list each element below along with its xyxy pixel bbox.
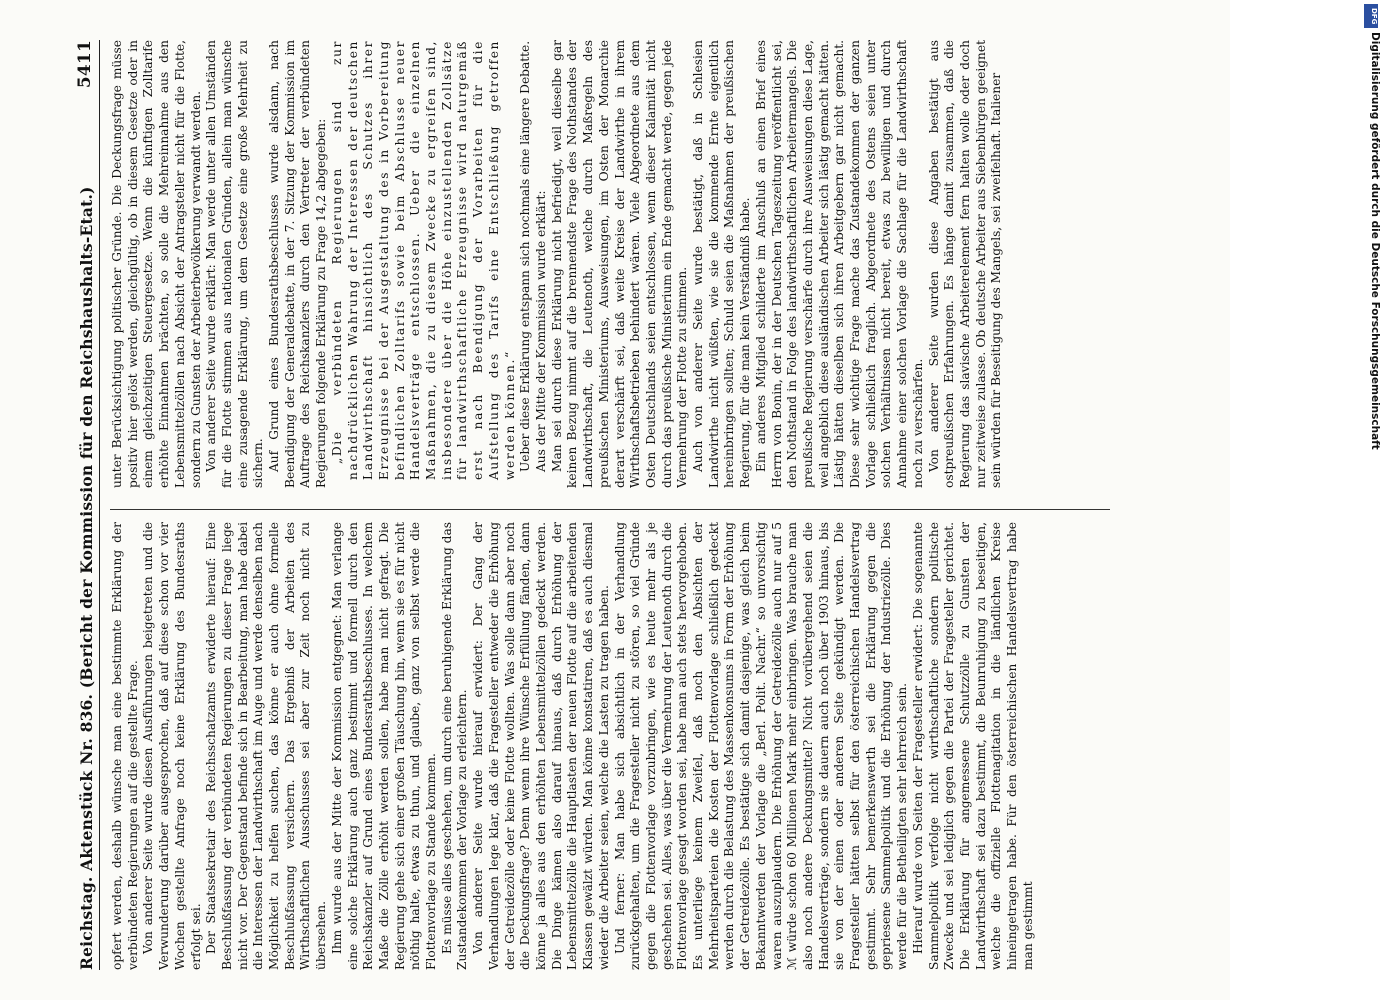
- paragraph: Von anderer Seite wurde diesen Ausführungen beigetreten und die Verwunderung darüber ausgesprochen, daß auf diese schon vor vier Wochen gestellte Anfrage noch keine Erklärung des Bundesraths erfolgt sei.: [141, 522, 203, 970]
- paragraph: Auch von anderer Seite wurde bestätigt, daß in Schlesien Landwirthe nicht wüßten, wie sie die kommende Ernte eigentlich hereinbringen sollten; Schuld seien die Maßnahmen der preußischen Regierung, für die man kein Verständniß habe.: [691, 40, 753, 488]
- paragraph: unter Berücksichtigung politischer Gründe. Die Deckungsfrage müsse positiv hier gelöst werden, gleichgültig, ob in diesem Gesetze oder in einem gleichzeitigen Steuergesetze. Wenn die künftigen Zolltarife erhöhte Einnahmen brächten, so solle die Mehreinnahme aus den Lebensmittelzöllen nach Absicht der Antragsteller nicht für die Flotte, sondern zu Gunsten der Arbeiterbevölkerung verwandt werden.: [110, 40, 203, 488]
- digitization-credit: [1363, 4, 1381, 996]
- paragraph: Hierauf wurde von Seiten der Fragesteller erwidert: Die sogenannte Sammelpolitik verfolge nicht wirthschaftliche sondern politische Zwecke und sei lediglich gegen die Partei der Fragesteller gerichtet. Die Erklärung für angemessene Schutzzölle zu Gunsten der Landwirthschaft sei dazu bestimmt, die Beunruhigung zu beseitigen, welche die offizielle Flottenagitation in die ländlichen Kreise hineingetragen habe. Für den österreichischen Handelsvertrag habe man gestimmt: [910, 522, 1035, 970]
- column-divider: [110, 509, 1110, 510]
- paragraph: Aus der Mitte der Kommission wurde erklärt:: [533, 190, 548, 472]
- paragraph: Auf Grund eines Bundesrathsbeschlusses wurde alsdann, nach Beendigung der Generaldebatte, in der 7. Sitzung der Kommission im Auftrage des Reichskanzlers durch den Vertreter der verbündeten Regierungen folgende Erklärung zu Frage 14,2 abgegeben:: [267, 40, 329, 488]
- dfg-logo: DFG: [1364, 4, 1378, 28]
- paragraph: Von anderer Seite wurden diese Angaben bestätigt aus ostpreußischen Erfahrungen. Es hänge damit zusammen, daß die Regierung das slavische Arbeiterelement fern halten wolle oder doch nur zeitweise zulasse. Ob deutsche Arbeiter aus Siebenbürgen geeignet sein würden für Beseitigung des Mangels, sei zweifelhaft. Italiener: [926, 40, 1004, 488]
- paragraph: Ein anderes Mitglied schilderte im Anschluß an einen Brief eines Herrn von Bonin, der in der Deutschen Tageszeitung veröffentlicht sei, den Nothstand in Folge des landwirthschaftlichen Arbeitermangels. Die preußische Regierung verschärfe durch ihre Ausweisungen diese Lage, weil angeblich diese ausländischen Arbeiter sich lästig gemacht hätten. Lästig hätten dieselben sich ihren Arbeitgebern gar nicht gemacht. Diese sehr wichtige Frage mache das Zustandekommen der ganzen Vorlage schließlich fraglich. Abgeordnete des Ostens seien unter solchen Verhältnissen nicht bereit, etwas zu bewilligen und durch Annahme einer solchen Vorlage die Sachlage für die Landwirthschaft noch zu verschärfen.: [753, 40, 925, 488]
- paragraph: Ueber diese Erklärung entspann sich nochmals eine längere Debatte.: [518, 40, 533, 472]
- paragraph: opfert werden, deshalb wünsche man eine bestimmte Erklärung der verbündeten Regierungen auf die gestellte Frage.: [110, 522, 140, 970]
- text-column-left: [110, 522, 1120, 970]
- paragraph: Der Staatssekretair des Reichsschatzamts erwiderte hierauf: Eine Beschlußfassung der verbündeten Regierungen zu dieser Frage liege nicht vor. Der Gegenstand befinde sich in Bearbeitung, man habe dabei die Interessen der Landwirthschaft im Auge und werde denselben nach Möglichkeit zu helfen suchen, das könne er auch ohne formelle Beschlußfassung versichern. Das Ergebniß der Arbeiten des Wirthschaftlichen Ausschusses sei aber zur Zeit noch nicht zu übersehen.: [204, 522, 329, 970]
- paragraph: Ihm wurde aus der Mitte der Kommission entgegnet: Man verlange eine solche Erklärung auch ganz bestimmt und formell durch den Reichskanzler auf Grund eines Bundesrathsbeschlusses. In welchem Maße die Zölle erhöht werden sollen, habe man nicht gefragt. Die Regierung gehe sich einer großen Täuschung hin, wenn sie es für nicht nöthig halte, etwas zu thun, und glaube, ganz von selbst werde die Flottenvorlage zu Stande kommen.: [329, 522, 439, 970]
- text-column-right: [110, 40, 1120, 488]
- running-title: Reichstag. Aktenstück Nr. 836. (Bericht der Kommission für den Reichshaushalts-Etat.): [77, 186, 96, 970]
- paragraph: Es müsse alles geschehen, um durch eine beruhigende Erklärung das Zustandekommen der Vorlage zu erleichtern.: [439, 522, 470, 970]
- paragraph: Von anderer Seite wurde erklärt: Man werde unter allen Umständen für die Flotte stimmen aus nationalen Gründen, allein man wünsche eine zusagende Erklärung, um dem Gesetze eine große Mehrheit zu sichern.: [204, 40, 266, 488]
- quoted-declaration: „Die verbündeten Regierungen sind zur nachdrücklichen Wahrung der Interessen der deutschen Landwirthschaft hinsichtlich des Schutzes ihrer Erzeugnisse bei der Ausgestaltung des in Vorbereitung befindlichen Zolltarifs sowie beim Abschlusse neuer Handelsverträge entschlossen. Ueber die einzelnen Maßnahmen, die zu diesem Zwecke zu ergreifen sind, insbesondere über die Höhe einzustellenden Zollsätze für landwirthschaftliche Erzeugnisse wird naturgemäß erst nach Beendigung der Vorarbeiten für die Aufstellung des Tarifs eine Entschließung getroffen werden können.“: [329, 40, 517, 480]
- credit-text: Digitalisierung gefördert durch die Deutsche Forschungsgemeinschaft: [1369, 32, 1381, 450]
- paragraph: Von anderer Seite wurde hierauf erwidert: Der Gang der Verhandlungen lege klar, daß die Fragesteller entweder die Erhöhung der Getreidezölle oder keine Flotte wollten. Was solle dann aber noch die Deckungsfrage? Denn wenn ihre Wünsche Erfüllung fänden, dann könne ja alles aus den erhöhten Lebensmittelzöllen gedeckt werden. Die Dinge kämen also darauf hinaus, daß durch Erhöhung der Lebensmittelzölle die Hauptlasten der neuen Flotte auf die arbeitenden Klassen gewälzt würden. Man könne konstatiren, daß es auch diesmal wieder die Arbeiter seien, welche die Lasten zu tragen haben.: [471, 522, 611, 970]
- page-header: [75, 40, 100, 970]
- page-number: 5411: [75, 40, 95, 89]
- paragraph: Und ferner: Man habe sich absichtlich in der Verhandlung zurückgehalten, um die Fragesteller nicht zu stören, so viel Gründe gegen die Flottenvorlage vorzubringen, wie es heute mehr als je geschehen sei. Alles, was über die Vermehrung der Leutenoth durch die Flottenvorlage gesagt worden sei, habe man auch stets hervorgehoben. Es unterliege keinem Zweifel, daß noch den Absichten der Mehrheitsparteien die Kosten der Flottenvorlage schließlich gedeckt werden durch die Belastung des Massenkonsums in Form der Erhöhung der Getreidezölle. Es bestätige sich damit dasjenige, was gleich beim Bekanntwerden der Vorlage die „Berl. Polit. Nachr.“ so unvorsichtig waren auszuplaudern. Die Erhöhung der Getreidezölle auch nur auf 5 ℳ würde schon 60 Millionen Mark mehr einbringen. Was brauche man also noch andere Deckungsmittel? Nicht vorübergehend seien die Handelsverträge, sondern sie dauern auch noch über 1903 hinaus, bis sie von der einen oder anderen Seite gekündigt werden. Die Fragesteller hätten selbst für den österreichischen Handelsvertrag gestimmt. Sehr bemerkenswerth sei die Erklärung gegen die gepriesene Sammelpolitik und die Erhöhung der Industriezölle. Dies werde für die Betheiligten sehr lehrreich sein.: [612, 522, 910, 970]
- paragraph: Man sei durch diese Erklärung nicht befriedigt, weil dieselbe gar keinen Bezug nimmt auf die brennendste Frage des Nothstandes der Landwirthschaft, die Leutenoth, welche durch Maßregeln des preußischen Ministeriums, Ausweisungen, im Osten der Monarchie derart verschärft sei, daß weite Kreise der Landwirthe in ihrem Wirthschaftsbetrieben behindert wären. Viele Abgeordnete aus dem Osten Deutschlands seien entschlossen, wenn dieser Kalamität nicht durch das preußische Ministerium ein Ende gemacht werde, gegen jede Vermehrung der Flotte zu stimmen.: [549, 40, 690, 488]
